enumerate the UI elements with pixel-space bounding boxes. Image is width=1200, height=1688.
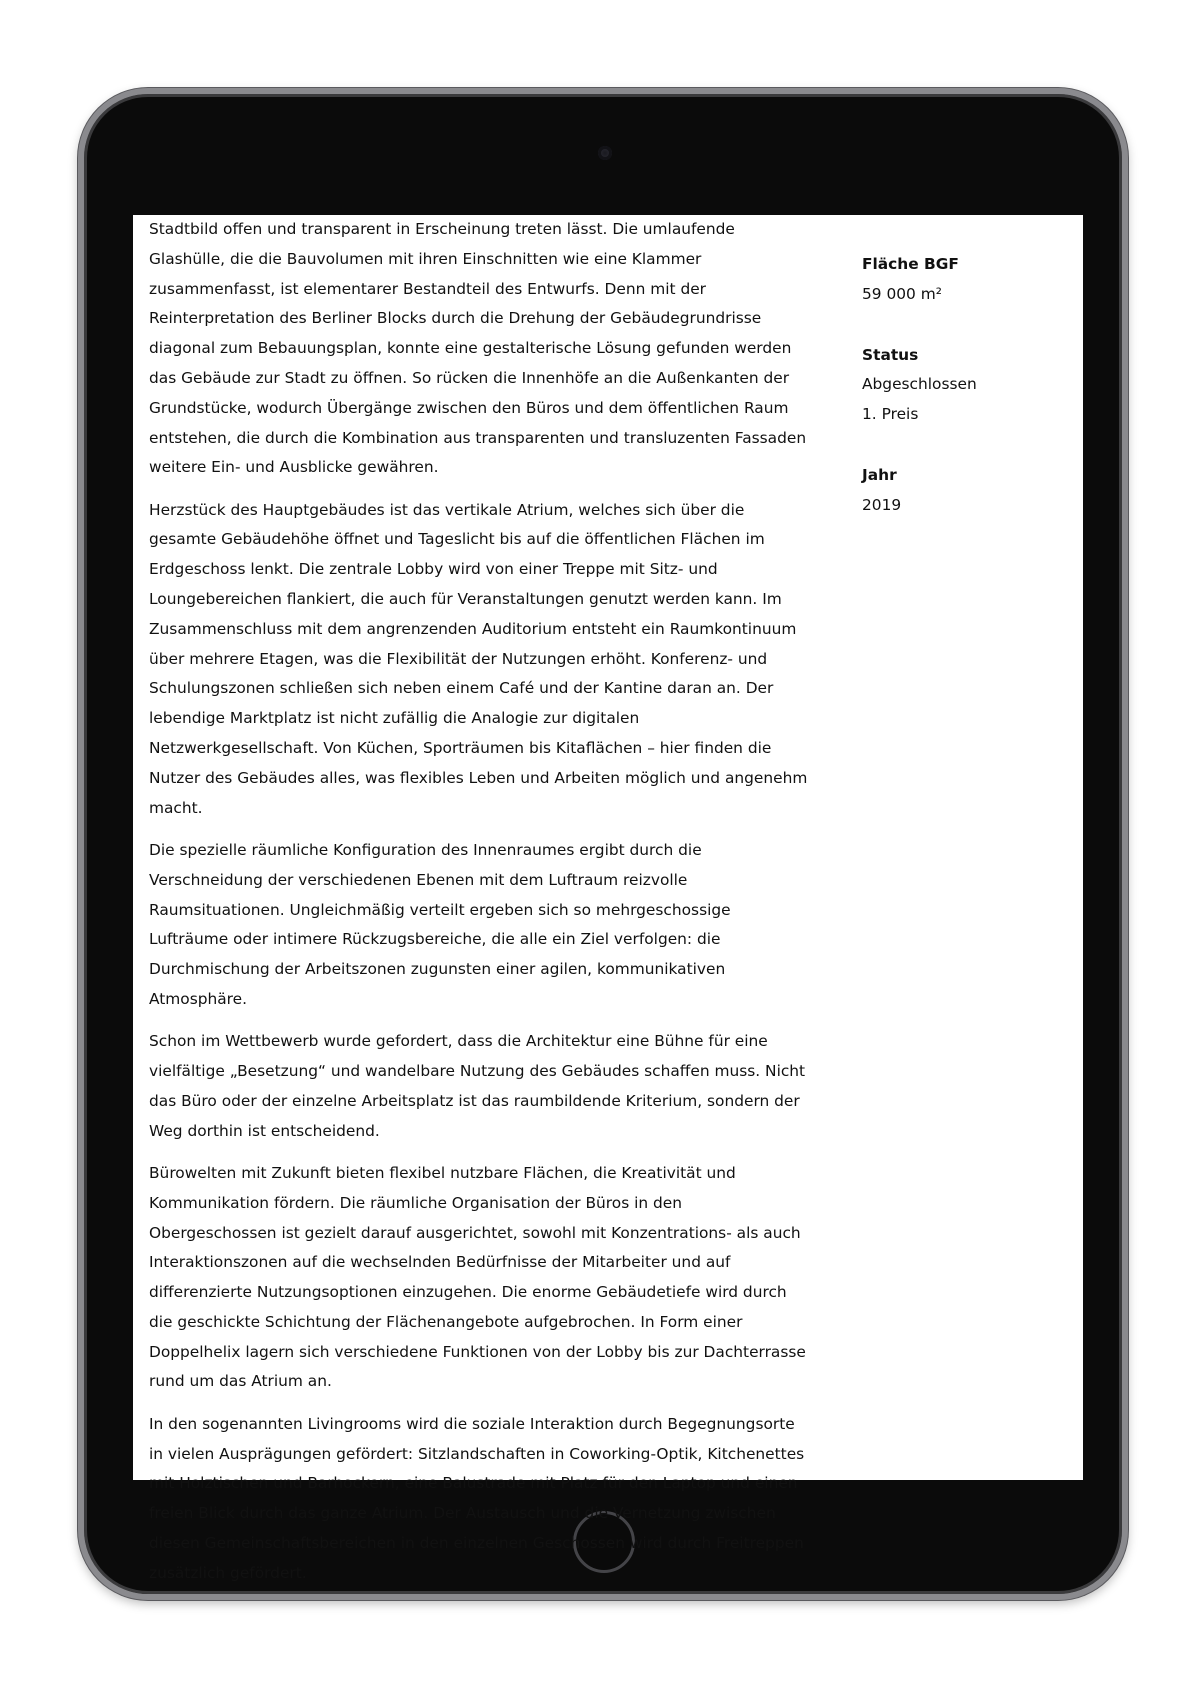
fact-status-label: Status (862, 345, 919, 364)
paragraph-6: In den sogenannten Livingrooms wird die soziale Interaktion durch Begegnungsorte in vielen Ausprägungen gefördert: Sitzlandschaften in Coworking-Optik, Kitchenettes mit Holztischen und Barhockern, eine Balustrade mit Platz für den Laptop und einen freien Blick durch das ganze Atrium. Der Austausch und die Vernetzung zwischen diesen Gemeinschaftsbereichen in den einzelnen Geschossen wird durch Freitreppen zusätzlich gefördert. (149, 1414, 805, 1582)
fact-year-value: 2019 (862, 495, 902, 514)
fact-area-label: Fläche BGF (862, 255, 959, 273)
paragraph-3: Die spezielle räumliche Konfiguration des Innenraumes ergibt durch die Verschneidung der verschiedenen Ebenen mit dem Luftraum reizvolle Raumsituationen. Ungleichmäßig verteilt ergeben sich so mehrgeschossige Lufträume oder intimere Rückzugsbereiche, die alle ein Ziel verfolgen: die Durchmischung der Arbeitszonen zugunsten einer agilen, kommunikativen Atmosphäre. (149, 840, 731, 1008)
fact-area-value: 59 000 m² (862, 284, 942, 303)
tablet-screen (133, 215, 1083, 1582)
paragraph-2: Herzstück des Hauptgebäudes ist das vertikale Atrium, welches sich über die gesamte Gebäudehöhe öffnet und Tageslicht bis auf die öffentlichen Flächen im Erdgeschoss lenkt. Die zentrale Lobby wird von einer Treppe mit Sitz- und Loungebereichen flankiert, die auch für Veranstaltungen genutzt werden kann. Im Zusammenschluss mit dem angrenzenden Auditorium entsteht ein Raumkontinuum über mehrere Etagen, was die Flexibilität der Nutzungen erhöht. Konferenz- und Schulungszonen schließen sich neben einem Café und der Kantine daran an. Der lebendige Marktplatz ist nicht zufällig die Analogie zur digitalen Netzwerkgesellschaft. Von Küchen, Sporträumen bis Kitaflächen – hier finden die Nutzer des Gebäudes alles, was flexibles Leben und Arbeiten möglich und angenehm macht. (149, 500, 808, 817)
fact-status-award: 1. Preis (862, 405, 919, 424)
fact-status (862, 341, 1062, 430)
fact-area (862, 250, 1062, 310)
paragraph-1: Stadtbild offen und transparent in Erscheinung treten lässt. Die umlaufende Glashülle, die die Bauvolumen mit ihren Einschnitten wie eine Klammer zusammenfasst, ist elementarer Bestandteil des Entwurfs. Denn mit der Reinterpretation des Berliner Blocks durch die Drehung der Gebäudegrundrisse diagonal zum Bebauungsplan, konnte eine gestalterische Lösung gefunden werden das Gebäude zur Stadt zu öffnen. So rücken die Innenhöfe an die Außenkanten der Grundstücke, wodurch Übergänge zwischen den Büros und dem öffentlichen Raum entstehen, die durch die Kombination aus transparenten und transluzenten Fassaden weitere Ein- und Ausblicke gewähren. (149, 220, 807, 477)
paragraph-5: Bürowelten mit Zukunft bieten flexibel nutzbare Flächen, die Kreativität und Kommunikation fördern. Die räumliche Organisation der Büros in den Obergeschossen ist gezielt darauf ausgerichtet, sowohl mit Konzentrations- als auch Interaktionszonen auf die wechselnden Bedürfnisse der Mitarbeiter und auf differenzierte Nutzungsoptionen einzugehen. Die enorme Gebäudetiefe wird durch die geschickte Schichtung der Flächenangebote aufgebrochen. In Form einer Doppelhelix lagern sich verschiedene Funktionen von der Lobby bis zur Dachterrasse rund um das Atrium an. (149, 1163, 806, 1391)
fact-year (862, 461, 1062, 521)
project-description (149, 215, 811, 1601)
camera-icon (598, 146, 612, 160)
fact-status-value: Abgeschlossen (862, 375, 977, 394)
fact-year-label: Jahr (862, 465, 897, 484)
project-facts (862, 250, 1062, 552)
paragraph-4: Schon im Wettbewerb wurde gefordert, dass die Architektur eine Bühne für eine vielfältige „Besetzung“ und wandelbare Nutzung des Gebäudes schaffen muss. Nicht das Büro oder der einzelne Arbeitsplatz ist das raumbildende Kriterium, sondern der Weg dorthin ist entscheidend. (149, 1032, 806, 1140)
